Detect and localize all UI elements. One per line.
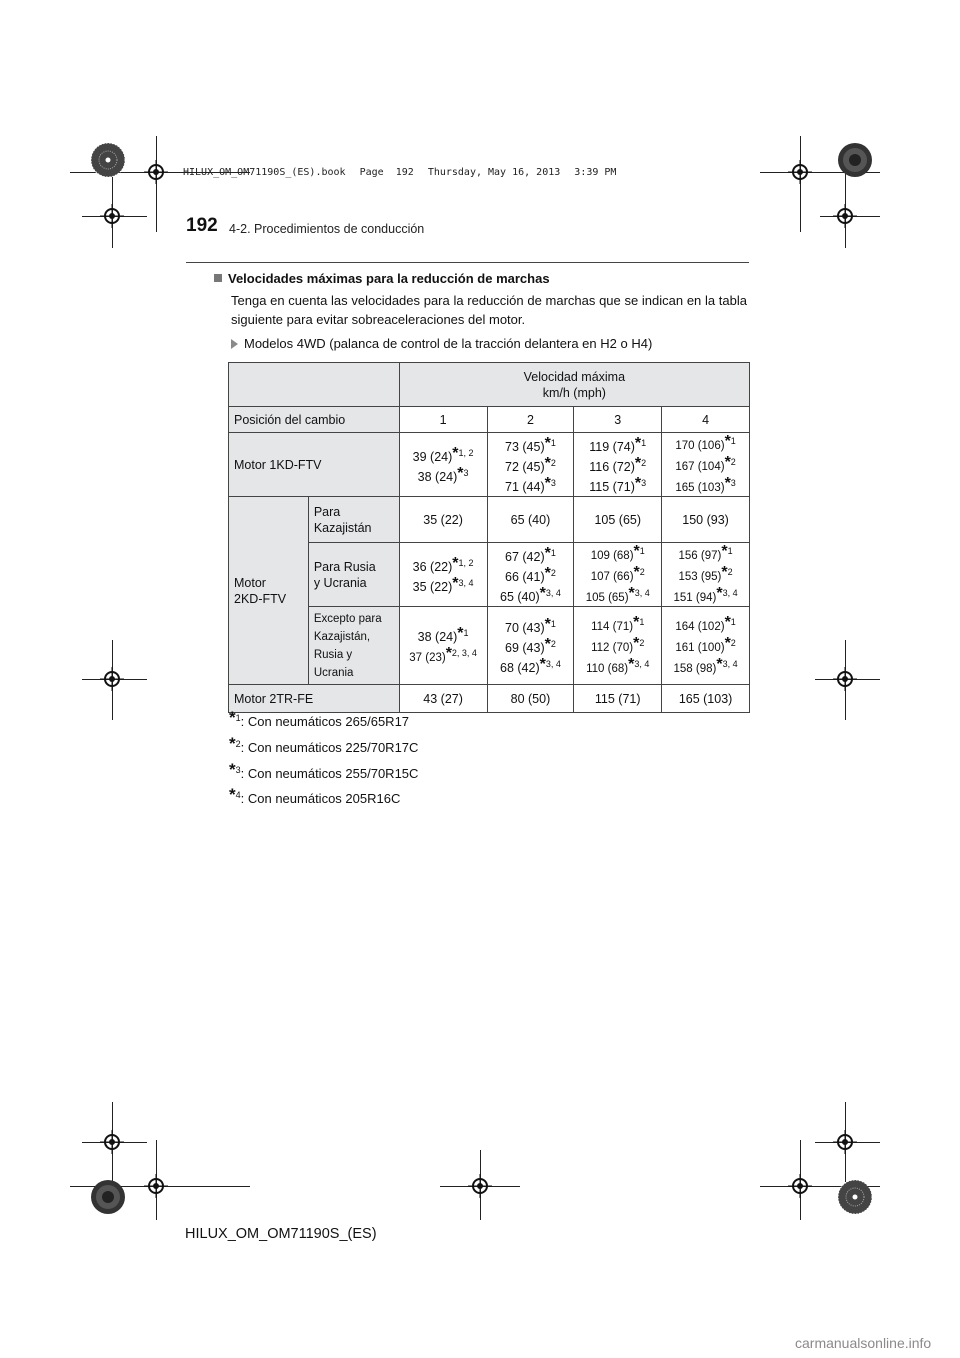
speed-value: 164 (102) (675, 621, 725, 633)
footnote-star: * (633, 635, 640, 652)
speed-value-line (574, 585, 661, 606)
speed-value: 36 (22) (412, 559, 453, 574)
footnote-star: * (634, 434, 642, 452)
market-label (308, 497, 399, 543)
speed-value: 39 (24) (412, 449, 453, 464)
speed-value: 156 (97) (678, 550, 722, 562)
speed-value-line (662, 454, 749, 475)
speed-cell: 35 (22) (399, 497, 487, 543)
footnote-ref: 3, 4 (634, 659, 650, 669)
gear-cell: 4 (662, 407, 750, 433)
gear-cell: 3 (574, 407, 662, 433)
market-label-line: Rusia y (313, 648, 353, 661)
speed-cell (399, 607, 487, 685)
engine-label: Motor 2TR-FE (229, 685, 400, 713)
footnote-star: * (229, 785, 236, 804)
footnote-star: * (634, 474, 642, 492)
registration-target-icon (788, 1174, 812, 1198)
footnote-star: * (544, 454, 551, 472)
book-filename: HILUX_OM_OM71190S_(ES).book (183, 167, 346, 178)
speed-value-line (488, 636, 574, 656)
footnote-star: * (544, 434, 551, 452)
speed-cell (662, 433, 750, 497)
speed-value-line (400, 575, 487, 595)
speed-cell (487, 543, 574, 607)
footnote-ref: 2 (639, 638, 645, 648)
speed-cell (574, 433, 662, 497)
speed-value-line (574, 656, 661, 677)
color-wheel-icon (89, 141, 127, 179)
speed-value: 35 (22) (412, 579, 453, 594)
footnote-ref: 2 (550, 457, 556, 468)
footnote-star: * (724, 475, 731, 492)
speed-value-line (662, 614, 749, 635)
speed-value: 158 (98) (673, 663, 717, 675)
footnote-star: * (724, 454, 731, 471)
print-date: Thursday, May 16, 2013 (427, 167, 561, 178)
registration-target-icon (144, 160, 168, 184)
speed-value-line (574, 635, 661, 656)
footnote-number: 2 (235, 739, 241, 749)
footnote-star: * (457, 464, 464, 482)
speed-value-line (488, 585, 574, 605)
speed-cell: 105 (65) (574, 497, 662, 543)
registration-target-icon (144, 1174, 168, 1198)
footnote-ref: 1 (550, 618, 556, 629)
footnote-star: * (633, 564, 640, 581)
speed-cell: 80 (50) (487, 685, 574, 713)
header-rule (186, 262, 749, 263)
footnote-text: : Con neumáticos 205R16C (240, 791, 401, 806)
speed-value: 72 (45) (505, 459, 545, 474)
page-number: 192 (186, 215, 218, 236)
footnote-ref: 2 (550, 638, 556, 649)
footnote-ref: 1 (730, 436, 736, 446)
downshift-speed-table (228, 362, 750, 713)
footnote-ref: 3, 4 (722, 588, 738, 598)
footnote-number: 1 (235, 713, 241, 723)
speed-value-line (574, 614, 661, 635)
max-speed-label: Velocidad máxima (523, 369, 626, 384)
speed-cell (487, 607, 574, 685)
registration-target-icon (100, 204, 124, 228)
footnote-ref: 1 (550, 437, 556, 448)
market-label-line: Para Rusia (313, 559, 376, 574)
watermark[interactable]: carmanualsonline.info (795, 1335, 932, 1351)
market-label-line: Kazajistán, (313, 630, 371, 643)
registration-target-icon (788, 160, 812, 184)
color-wheel-icon (836, 1178, 874, 1216)
speed-value: 115 (71) (589, 479, 635, 494)
speed-value-line (662, 564, 749, 585)
sub-item (231, 336, 652, 351)
speed-value: 109 (68) (590, 550, 634, 562)
footnote-ref: 1 (730, 617, 736, 627)
footnote-ref: 1 (639, 546, 645, 556)
footnote-ref: 2 (730, 457, 736, 467)
market-label-line: Excepto para (313, 612, 382, 625)
speed-cell (662, 543, 750, 607)
footnote-star: * (724, 433, 731, 450)
speed-value: 68 (42) (500, 660, 540, 675)
manual-code: HILUX_OM_OM71190S_(ES) (185, 1226, 377, 1242)
footnote-ref: 3 (463, 467, 469, 478)
footnote-star: * (544, 474, 551, 492)
print-time: 3:39 PM (574, 167, 617, 178)
footnote-ref: 3, 4 (458, 577, 474, 588)
footnote-ref: 3 (550, 477, 556, 488)
speed-cell: 150 (93) (662, 497, 750, 543)
speed-value: 151 (94) (673, 592, 717, 604)
speed-cell (399, 543, 487, 607)
speed-cell (574, 543, 662, 607)
engine-label-line: Motor (234, 575, 266, 590)
footnote (229, 760, 419, 781)
market-label (308, 543, 399, 607)
speed-cell: 115 (71) (574, 685, 662, 713)
footnote-number: 3 (235, 765, 241, 775)
market-label-line: Ucrania (313, 666, 354, 679)
footnote-ref: 3 (641, 477, 647, 488)
speed-value: 167 (104) (675, 461, 725, 473)
gear-position-label: Posición del cambio (229, 407, 400, 433)
speed-value: 66 (41) (505, 569, 545, 584)
footnote-number: 4 (235, 790, 241, 800)
footnote-ref: 3, 4 (722, 659, 738, 669)
registration-target-icon (833, 204, 857, 228)
footnote-ref: 2 (550, 567, 556, 578)
market-label-line: y Ucrania (313, 575, 367, 590)
footnote-star: * (539, 655, 546, 673)
speed-value: 170 (106) (675, 440, 725, 452)
speed-value-line (488, 455, 574, 475)
footnote-ref: 3, 4 (545, 587, 561, 598)
speed-value: 153 (95) (678, 571, 722, 583)
speed-cell (662, 607, 750, 685)
table-row-gears (229, 407, 750, 433)
footnote-star: * (229, 708, 236, 727)
footnote-star: * (452, 554, 459, 572)
footnote-text: : Con neumáticos 255/70R15C (240, 766, 419, 781)
speed-value: 37 (23) (409, 652, 446, 664)
footnote-star: * (724, 614, 731, 631)
crop-line (800, 136, 801, 232)
speed-value: 165 (103) (675, 482, 725, 494)
speed-value: 38 (24) (417, 630, 458, 644)
sub-item-text: Modelos 4WD (palanca de control de la tracción delantera en H2 o H4) (244, 336, 653, 351)
market-label-line: Para (313, 504, 341, 519)
speed-value-line (662, 635, 749, 656)
footnote (229, 708, 410, 729)
footnote-star: * (633, 543, 640, 560)
speed-value-line (662, 475, 749, 496)
footnote-ref: 1, 2 (458, 557, 474, 568)
speed-value-line (488, 435, 574, 455)
table-row-1kd (229, 433, 750, 497)
footnote-star: * (544, 635, 551, 653)
footnote-text: : Con neumáticos 225/70R17C (240, 740, 419, 755)
speed-value-line (488, 656, 574, 676)
footnote-ref: 2 (727, 567, 733, 577)
engine-label-2kd (229, 497, 309, 685)
speed-cell: 43 (27) (399, 685, 487, 713)
speed-cell: 165 (103) (662, 685, 750, 713)
speed-value-line (574, 455, 661, 475)
footnote-star: * (452, 574, 459, 592)
section-heading-text: Velocidades máximas para la reducción de marchas (228, 271, 550, 286)
page-word: Page (359, 167, 384, 178)
footnote-ref: 2 (730, 638, 736, 648)
speed-cell (399, 433, 487, 497)
speed-value: 67 (42) (505, 549, 545, 564)
footnote-ref: 1 (550, 547, 556, 558)
footnote-star: * (544, 564, 551, 582)
speed-value-line (662, 656, 749, 677)
registration-target-icon (833, 667, 857, 691)
header-page-number: 192 (395, 167, 414, 178)
speed-cell (487, 433, 574, 497)
footnote (229, 785, 401, 806)
section-heading (214, 271, 550, 286)
speed-value: 161 (100) (675, 642, 725, 654)
footnote-star: * (544, 615, 551, 633)
footnote-ref: 2 (641, 457, 647, 468)
footnote-star: * (628, 585, 635, 602)
footnote-star: * (544, 544, 551, 562)
speed-value-line (574, 435, 661, 455)
speed-value-line (574, 543, 661, 564)
market-label-line: Kazajistán (313, 520, 372, 535)
chapter-title: 4-2. Procedimientos de conducción (229, 222, 425, 236)
footnote-star: * (716, 656, 723, 673)
footnote-ref: 3, 4 (634, 588, 650, 598)
speed-value: 65 (40) (500, 589, 540, 604)
gear-cell: 2 (487, 407, 574, 433)
footnote-star: * (724, 635, 731, 652)
units-label: km/h (mph) (542, 385, 606, 400)
speed-value: 105 (65) (585, 592, 629, 604)
speed-value: 112 (70) (591, 642, 634, 654)
gear-cell: 1 (399, 407, 487, 433)
speed-value-line (400, 445, 487, 465)
engine-label-line: 2KD-FTV (234, 591, 287, 606)
registration-target-icon (100, 1130, 124, 1154)
footnote-ref: 2, 3, 4 (451, 648, 477, 658)
speed-value: 38 (24) (417, 469, 458, 484)
footnote-star: * (628, 656, 635, 673)
footnote-star: * (457, 625, 464, 642)
footnote (229, 734, 419, 755)
speed-value-line (488, 616, 574, 636)
footnote-star: * (634, 454, 642, 472)
footnote-star: * (445, 645, 452, 662)
engine-label: Motor 1KD-FTV (229, 433, 400, 497)
footnote-star: * (721, 564, 728, 581)
footnote-star: * (229, 734, 236, 753)
speed-value: 73 (45) (505, 439, 545, 454)
speed-cell (574, 607, 662, 685)
speed-value: 107 (66) (590, 571, 634, 583)
footnote-star: * (229, 760, 236, 779)
footnote-ref: 1 (463, 628, 469, 638)
speed-value-line (400, 645, 487, 666)
footnote-ref: 2 (639, 567, 645, 577)
speed-value-line (662, 543, 749, 564)
table-row-2tr (229, 685, 750, 713)
speed-value: 110 (68) (586, 663, 629, 675)
market-label (308, 607, 399, 685)
registration-target-icon (468, 1174, 492, 1198)
empty-header-cell (229, 363, 400, 407)
speed-cell: 65 (40) (487, 497, 574, 543)
speed-value-line (574, 475, 661, 495)
speed-value-line (488, 545, 574, 565)
body-paragraph: Tenga en cuenta las velocidades para la reducción de marchas que se indican en la tabla siguiente para evitar sobreaceleraciones del motor. (231, 293, 747, 327)
footnote-star: * (452, 444, 459, 462)
footnote-ref: 1 (641, 437, 647, 448)
square-bullet-icon (214, 274, 222, 282)
table-header-row (229, 363, 750, 407)
footnote-star: * (721, 543, 728, 560)
footnote-ref: 1, 2 (458, 447, 474, 458)
print-header-info (183, 167, 616, 178)
speed-value: 71 (44) (505, 479, 545, 494)
color-wheel-icon (89, 1178, 127, 1216)
speed-value: 70 (43) (505, 620, 545, 635)
footnote-text: : Con neumáticos 265/65R17 (240, 714, 410, 729)
speed-value-line (662, 433, 749, 454)
speed-value-line (488, 475, 574, 495)
footnote-ref: 1 (639, 617, 645, 627)
footnote-star: * (716, 585, 723, 602)
footnote-star: * (539, 584, 546, 602)
footnote-star: * (633, 614, 640, 631)
table-row-kazakhstan (229, 497, 750, 543)
speed-value-line (400, 625, 487, 645)
footnote-ref: 3, 4 (545, 658, 561, 669)
speed-value-line (400, 465, 487, 485)
registration-target-icon (100, 667, 124, 691)
speed-value-line (488, 565, 574, 585)
speed-value: 114 (71) (591, 621, 634, 633)
footnote-ref: 1 (727, 546, 733, 556)
max-speed-header (399, 363, 749, 407)
speed-value-line (574, 564, 661, 585)
speed-value-line (400, 555, 487, 575)
triangle-bullet-icon (231, 339, 238, 349)
speed-value: 69 (43) (505, 640, 545, 655)
speed-value: 116 (72) (589, 459, 635, 474)
color-wheel-icon (836, 141, 874, 179)
registration-target-icon (833, 1130, 857, 1154)
speed-value-line (662, 585, 749, 606)
crop-line (156, 136, 157, 232)
speed-value: 119 (74) (589, 439, 635, 454)
footnote-ref: 3 (730, 478, 736, 488)
